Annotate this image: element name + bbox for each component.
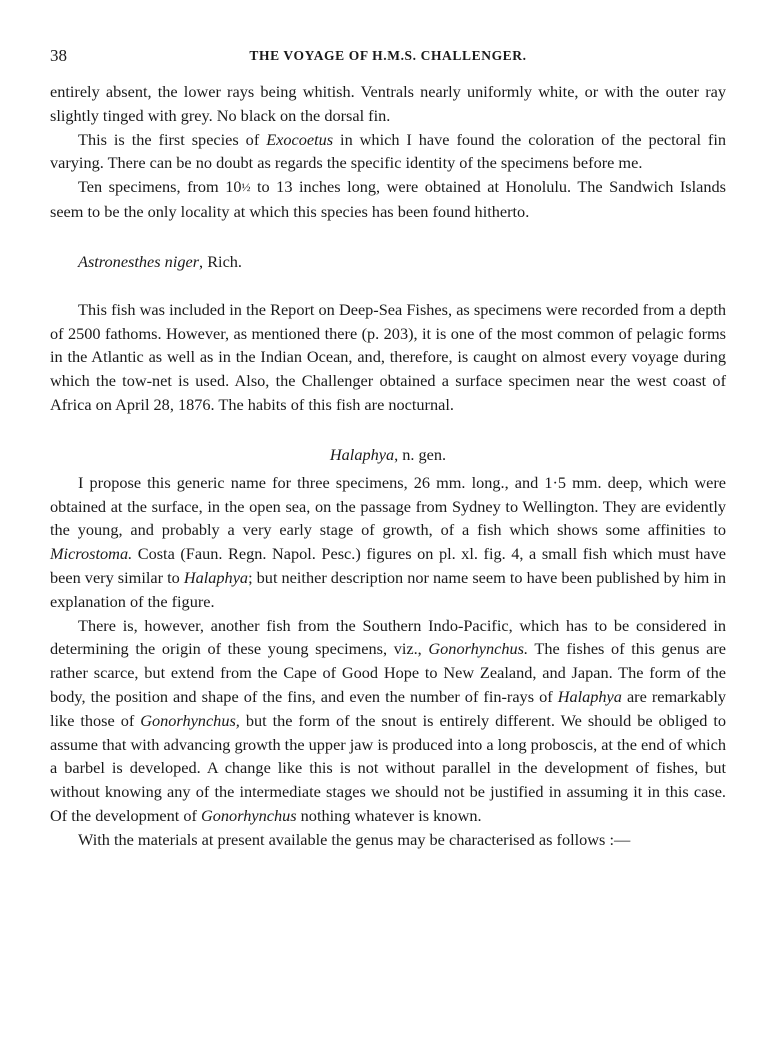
text-run: There is, however, another fish from the Southern Indo-Pacific, which has to be considered in determining the origin of these young specimens, viz., (50, 615, 726, 659)
text-run: The fishes of this genus are rather scarce, but extend from the Cape of Good Hope to New Zealand, and Japan. The form of the body, the position and shape of the fins, and even the number of fin-rays of (50, 639, 726, 706)
taxon-suffix: , n. gen. (394, 444, 447, 464)
text-run: in which I have found the coloration of the pectoral fin varying. There can be no doubt as regards the specific identity of the specimens before me. (50, 129, 727, 173)
genus-heading-halaphya (50, 443, 726, 467)
paragraph-gonorhynchus (50, 614, 726, 828)
taxon-name: Astronesthes niger (78, 251, 200, 271)
fraction: ½ (241, 180, 251, 195)
text-run: I propose this generic name for three specimens, 26 mm. long., and 1·5 mm. deep, which were obtained at the surface, in the open sea, on the passage from Sydney to Wellington. They are evidently the young, and probably a very early stage of growth, of a fish which shows some affinities to (50, 472, 726, 540)
paragraph-text: This fish was included in the Report on Deep-Sea Fishes, as specimens were recorded from a depth of 2500 fathoms. However, as mentioned there (p. 203), it is one of the most common of pelagic forms in the Atlantic as well as in the Indian Ocean, and, therefore, is caught on almost every voyage during which the tow-net is used. Also, the Challenger obtained a surface specimen near the west coast of Africa on April 28, 1876. The habits of this fish are nocturnal. (50, 299, 726, 414)
paragraph-exocoetus-coloration (50, 128, 726, 176)
taxon-name: Exocoetus (266, 129, 334, 149)
text-run: Costa (Faun. Regn. Napol. Pesc.) figures on pl. xl. fig. 4, a small fish which must have been very similar to (50, 544, 726, 587)
paragraph-text: entirely absent, the lower rays being whitish. Ventrals nearly uniformly white, or with the outer ray slightly tinged with grey. No black on the dorsal fin. (50, 82, 726, 125)
text-run: are remarkably like those of (50, 686, 726, 730)
taxon-name: Gonorhynchus. (428, 639, 529, 659)
taxon-name: Gonorhynchus (201, 805, 297, 825)
text-run: nothing whatever is known. (296, 805, 482, 825)
taxon-author: , Rich. (199, 251, 243, 271)
taxon-name: Halaphya (557, 686, 622, 706)
paragraph-specimens-honolulu (50, 175, 726, 224)
text-run: Ten specimens, from 10 (78, 177, 242, 197)
species-heading-astronesthes (78, 250, 726, 274)
paragraph-genus-characterisation (50, 828, 726, 852)
paragraph-astronesthes (50, 298, 726, 417)
text-run: ; but neither description nor name seem to have been published by him in explanation of the figure. (50, 567, 727, 611)
paragraph-continued (50, 80, 726, 128)
running-title: THE VOYAGE OF H.M.S. CHALLENGER. (249, 48, 527, 63)
taxon-name: Halaphya (183, 567, 249, 587)
taxon-name: Halaphya (329, 444, 395, 464)
paragraph-halaphya-proposal (50, 471, 726, 614)
taxon-name: Gonorhynchus, (140, 710, 240, 730)
text-run: but the form of the snout is entirely different. We should be obliged to assume that with advancing growth the upper jaw is produced into a long proboscis, at the end of which a barbel is developed. A change like this is not without parallel in the development of fishes, but without knowing any of the intermediate stages we should not be justified in assuming it in this case. Of the development of (50, 710, 726, 825)
running-head (50, 44, 726, 68)
page (50, 44, 726, 852)
page-number: 38 (50, 46, 67, 65)
text-run: to 13 inches long, were obtained at Honolulu. The Sandwich Islands seem to be the only locality at which this species has been found hitherto. (50, 177, 726, 221)
paragraph-text: With the materials at present available the genus may be characterised as follows :— (78, 829, 631, 849)
taxon-name: Microstoma. (50, 544, 133, 564)
text-run: This is the first species of (78, 129, 267, 149)
